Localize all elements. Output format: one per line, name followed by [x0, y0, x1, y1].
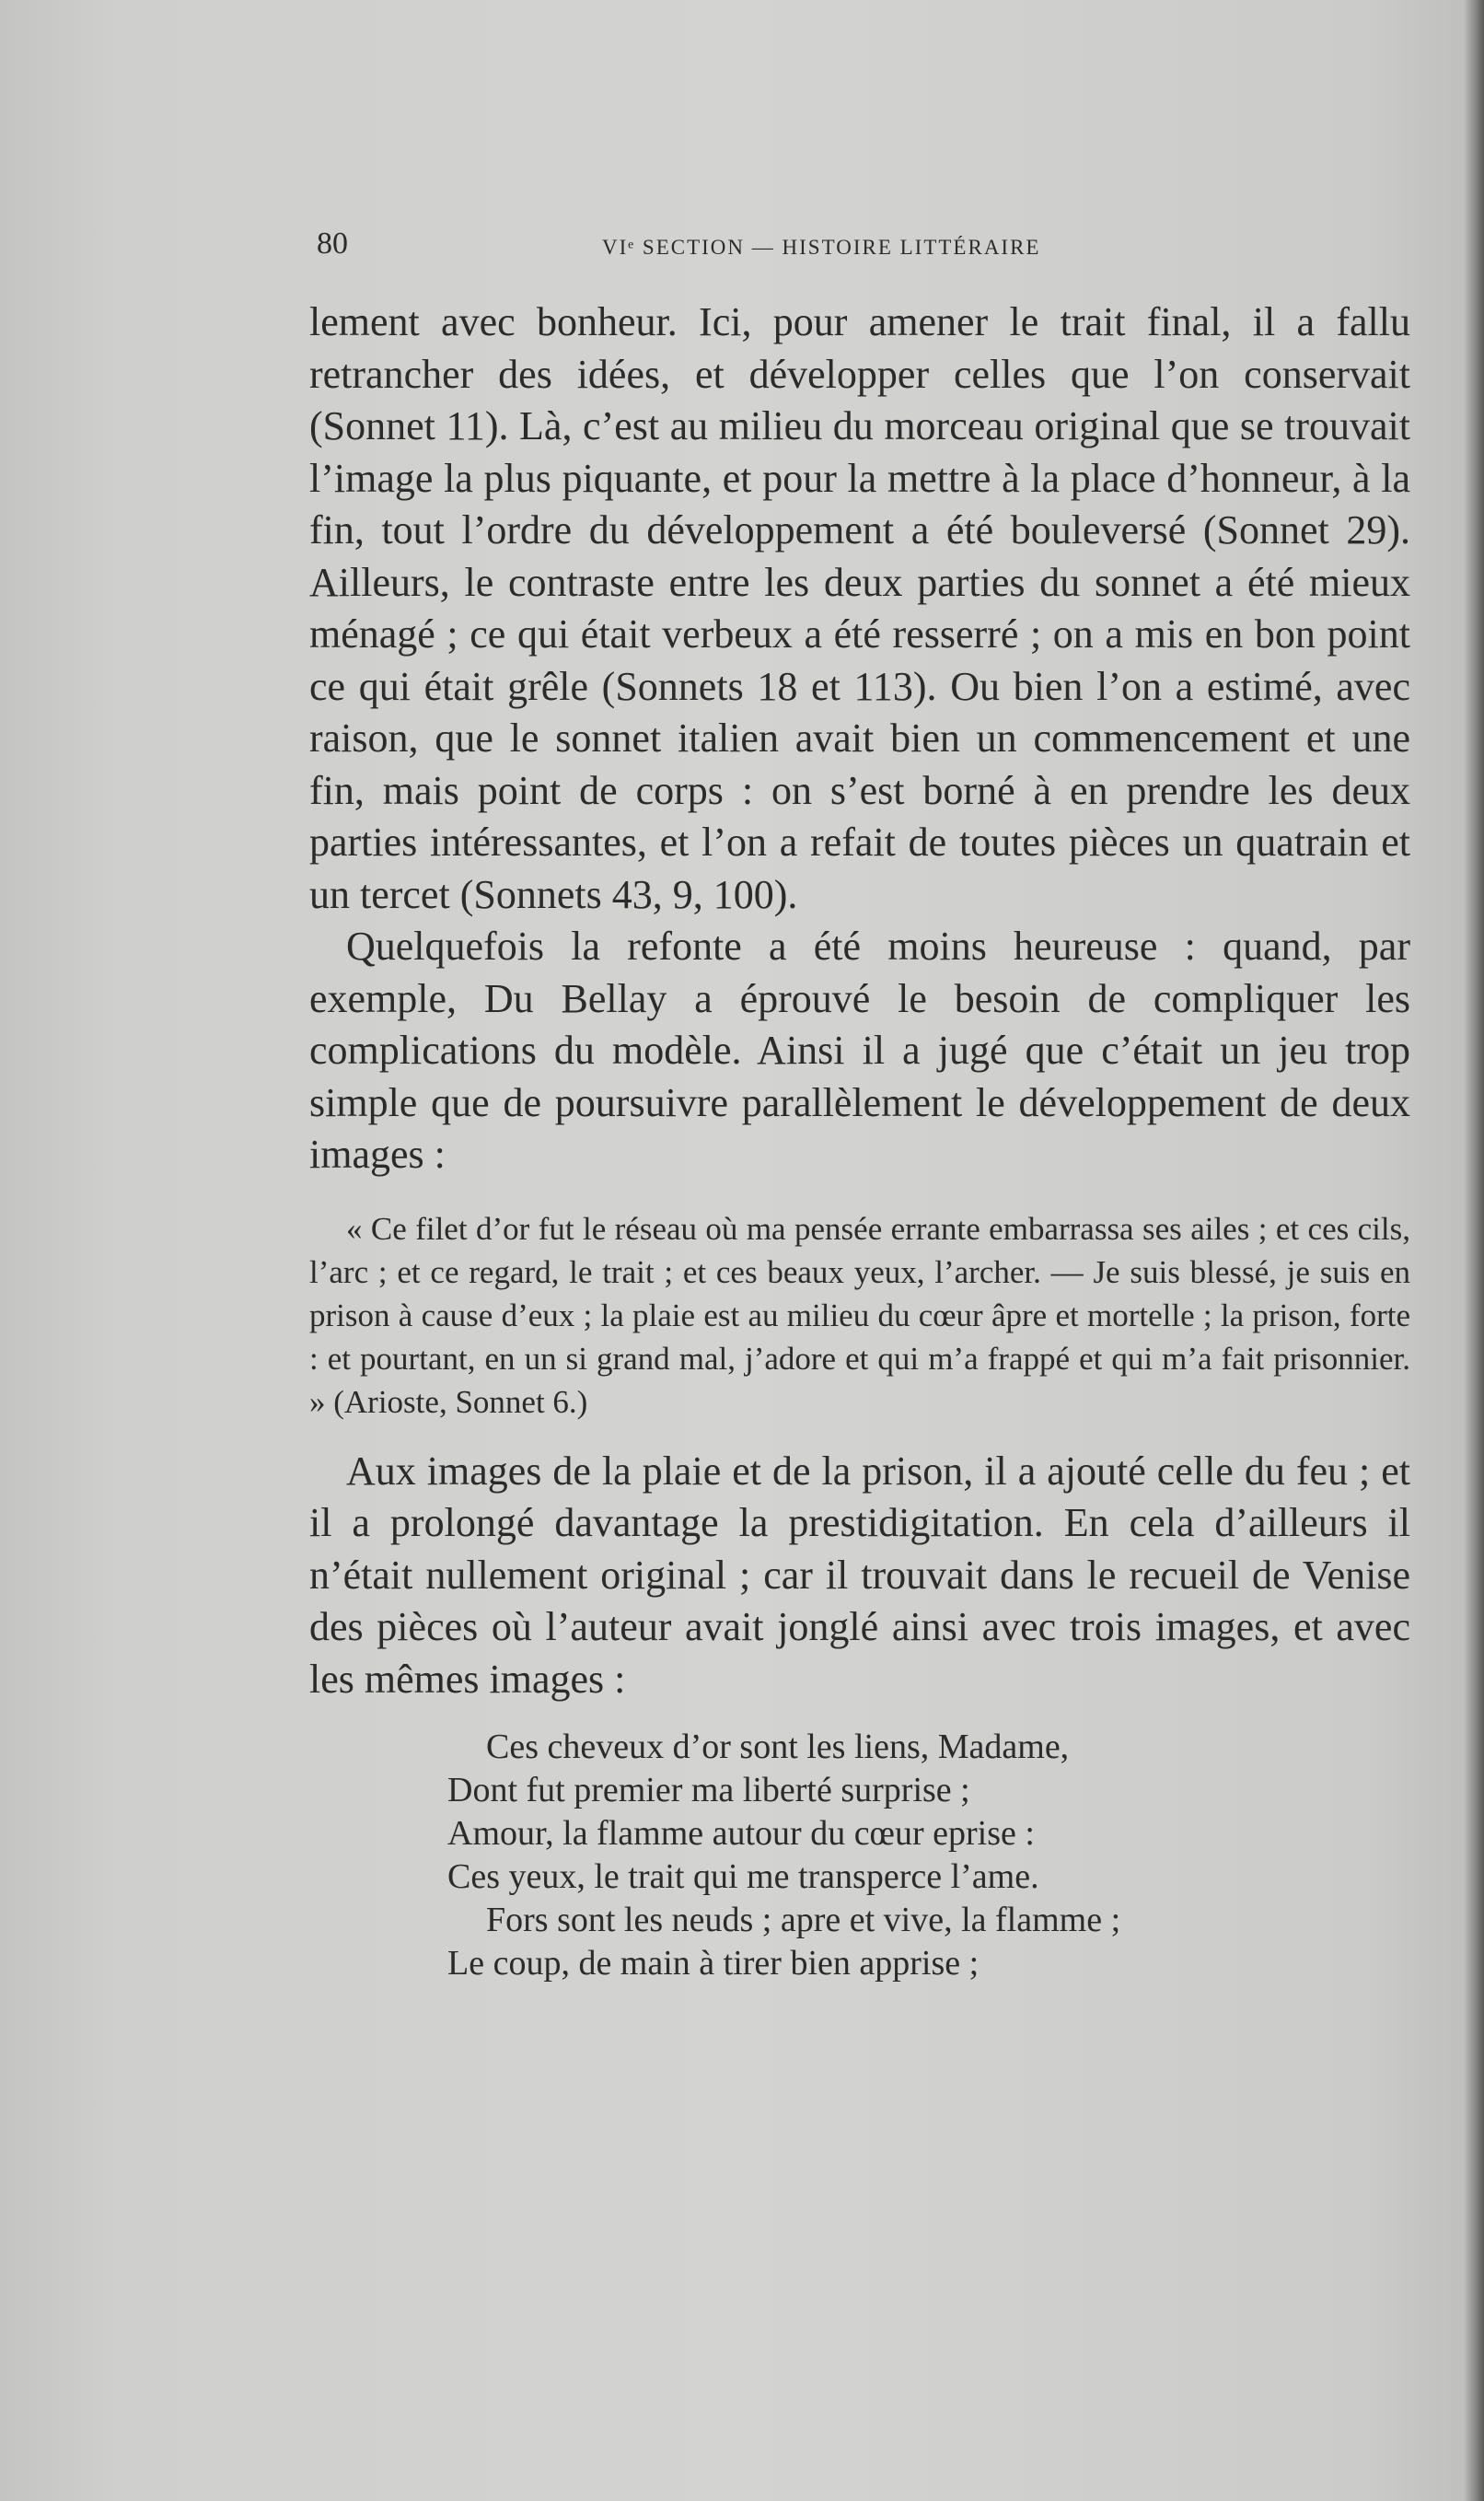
poem-line: Fors sont les neuds ; apre et vive, la flamme ;: [486, 1901, 1121, 1939]
page-edge-shadow: [1464, 0, 1484, 2501]
poem-line: Dont fut premier ma liberté surprise ;: [447, 1771, 970, 1809]
poem-line: Amour, la flamme autour du cœur eprise :: [447, 1814, 1035, 1853]
page-number: 80: [317, 227, 348, 261]
paragraph-3: Aux images de la plaie et de la prison, il a ajouté celle du feu ; et il a prolongé davantage la prestidigitation. En cela d’ailleurs il n’était nullement original ; car il trouvait dans le recueil de Venise des pièces où l’auteur avait jonglé ainsi avec trois images, et avec les mêmes images :: [309, 1448, 1410, 1702]
page-header: [317, 227, 1237, 263]
poem-line: Le coup, de main à tirer bien apprise ;: [447, 1944, 980, 1983]
paragraph-1: lement avec bonheur. Ici, pour amener le trait final, il a fallu retrancher des idées, et développer celles que l’on conservait (Sonnet 11). Là, c’est au milieu du morceau original que se trouvait l’image la plus piquante, et pour la mettre à la place d’honneur, à la fin, tout l’ordre du développement a été bouleversé (Sonnet 29). Ailleurs, le contraste entre les deux parties du sonnet a été mieux ménagé ; ce qui était verbeux a été resserré ; on a mis en bon point ce qui était grêle (Sonnets 18 et 113). Ou bien l’on a estimé, avec raison, que le sonnet italien avait bien un commencement et une fin, mais point de corps : on s’est borné à en prendre les deux parties intéressantes, et l’on a refait de toutes pièces un quatrain et un tercet (Sonnets 43, 9, 100).: [309, 299, 1410, 917]
paragraph-2: Quelquefois la refonte a été moins heureuse : quand, par exemple, Du Bellay a éprouvé le besoin de compliquer les complications du modèle. Ainsi il a jugé que c’était un jeu trop simple que de poursuivre parallèlement le développement de deux images :: [309, 924, 1410, 1177]
running-head: VIᵉ SECTION — HISTOIRE LITTÉRAIRE: [602, 236, 1041, 259]
block-quote: « Ce filet d’or fut le réseau où ma pensée errante embarrassa ses ailes ; et ces cils, l’arc ; et ce regard, le trait ; et ces beaux yeux, l’archer. — Je suis blessé, je suis en prison à cause d’eux ; la plaie est au milieu du cœur âpre et mortelle ; la prison, forte : et pourtant, en un si grand mal, j’adore et qui m’a frappé et qui m’a fait prisonnier. » (Arioste, Sonnet 6.): [309, 1210, 1410, 1420]
poem-excerpt: [447, 1726, 1410, 1985]
main-text: [309, 297, 1410, 1985]
poem-line: Ces yeux, le trait qui me transperce l’ame.: [447, 1857, 1039, 1896]
poem-line: Ces cheveux d’or sont les liens, Madame,: [486, 1727, 1070, 1766]
